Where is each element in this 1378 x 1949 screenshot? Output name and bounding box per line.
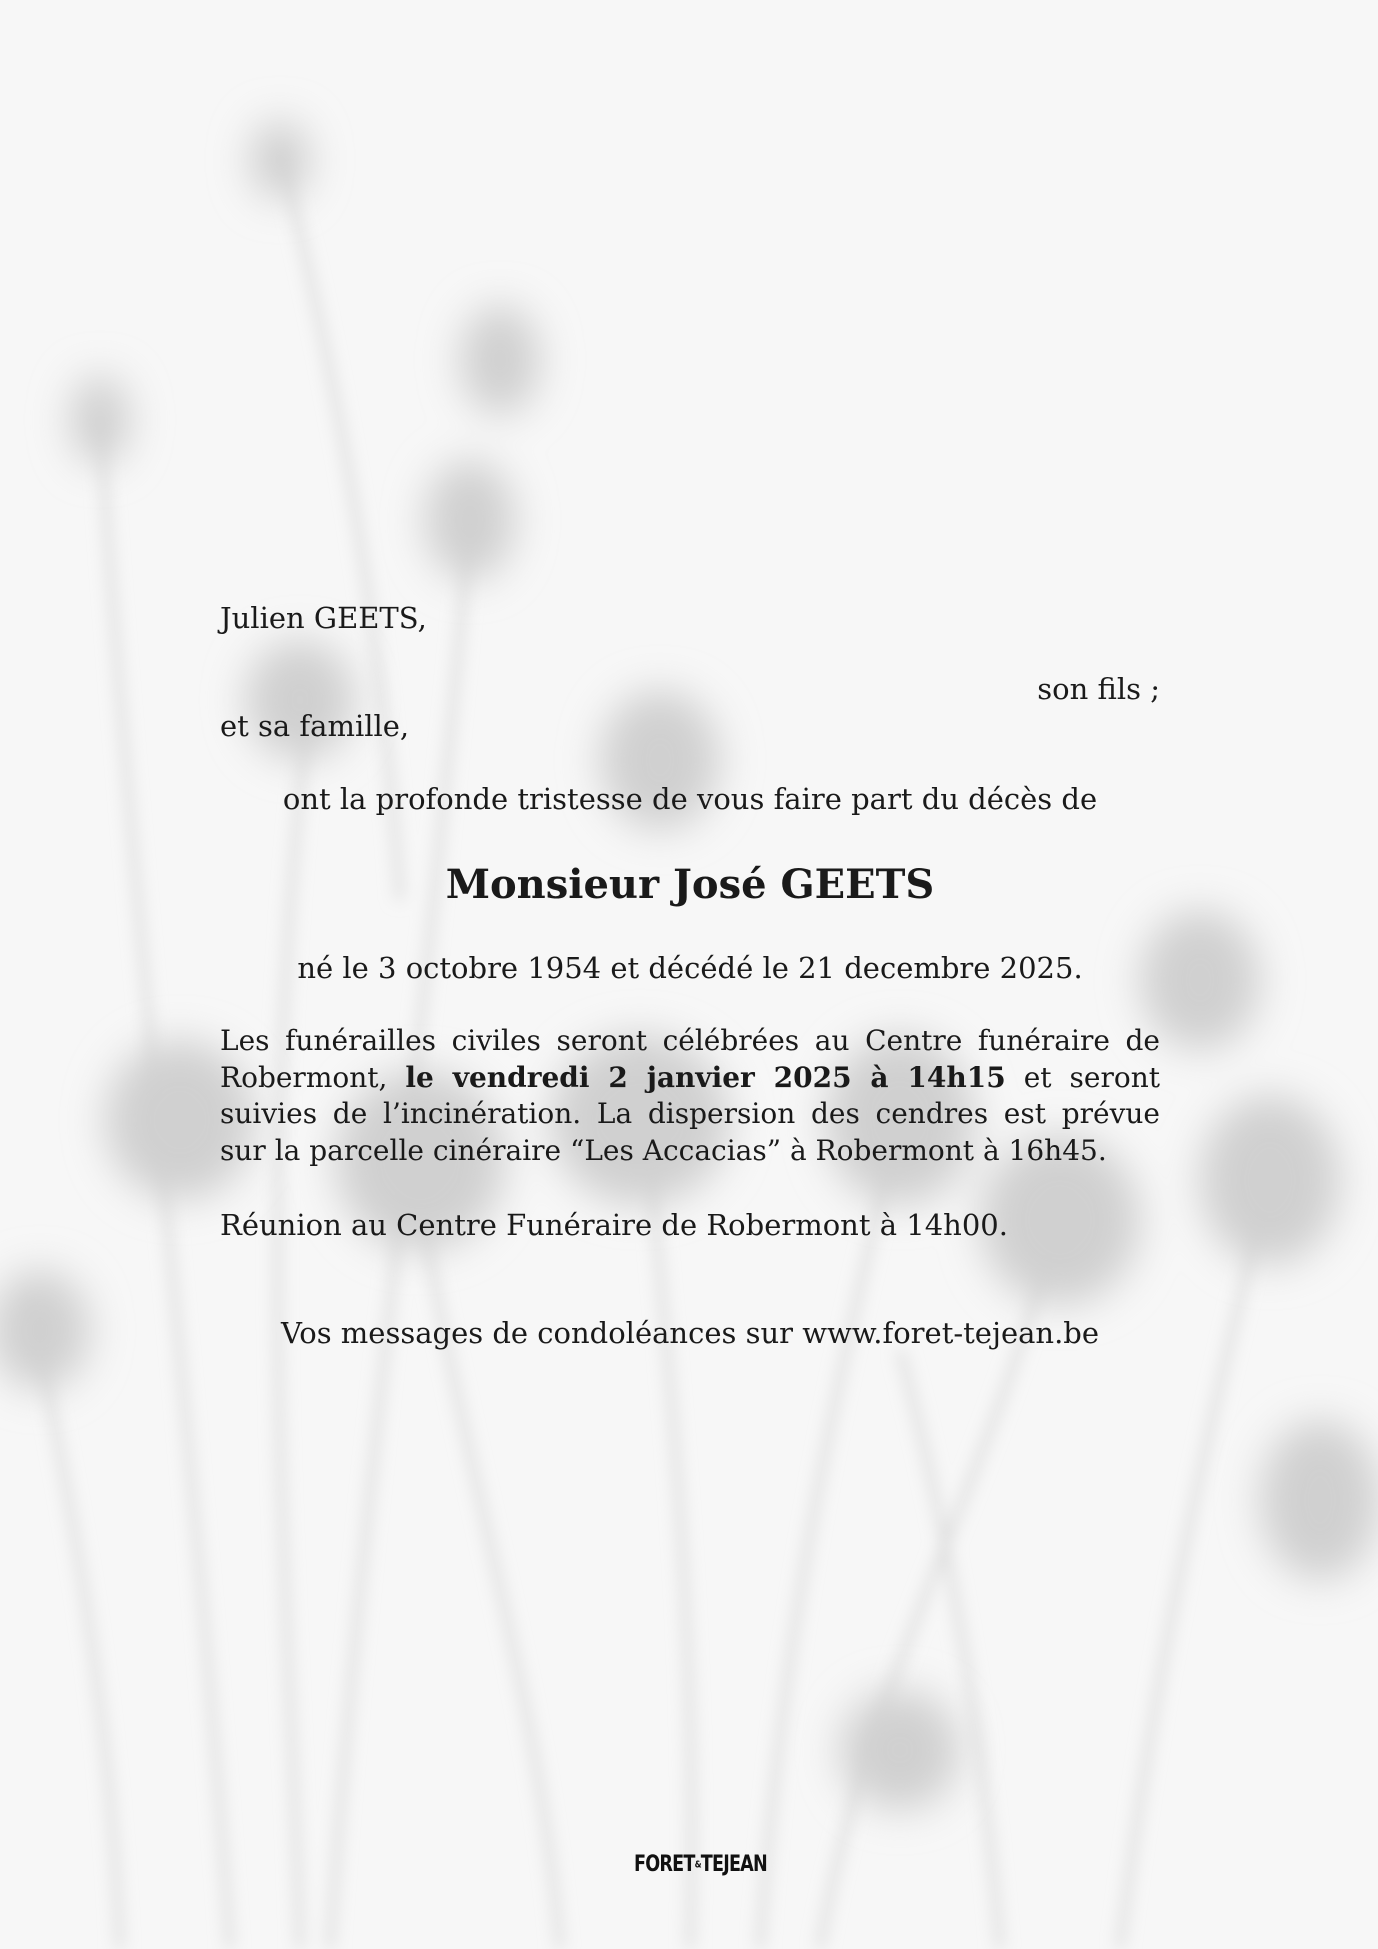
funeral-details-part2: et seront suivies de l’incinération. La dispersion des cendres est prévue sur la parcelle cinéraire “Les Accacias” à Robermont à 16h45. [220,1060,1161,1167]
funeral-details [220,1023,1160,1169]
family-section [220,600,1160,750]
logo-ampersand: & [694,1859,701,1871]
foret-tejean-logo [634,1852,767,1877]
logo-left-text: FORET [634,1852,695,1877]
logo-right-text: TEJEAN [700,1852,767,1877]
family-member-name: Julien GEETS, [220,601,427,635]
funeral-date-time: le vendredi 2 janvier 2025 à 14h15 [405,1060,1006,1094]
family-relation: son fils ; [1037,672,1160,706]
deceased-name: Monsieur José GEETS [445,861,935,908]
birth-death-dates: né le 3 octobre 1954 et décédé le 21 decembre 2025. [297,951,1083,985]
funeral-details-part1: Les funérailles civiles seront célébrées au Centre funéraire de Robermont, [220,1024,1160,1094]
family-line: et sa famille, [220,709,410,743]
reunion-info: Réunion au Centre Funéraire de Robermont à 14h00. [220,1208,1008,1242]
announcement-text: ont la profonde tristesse de vous faire part du décès de [282,782,1098,816]
condolences-info: Vos messages de condoléances sur www.foret-tejean.be [280,1316,1100,1350]
